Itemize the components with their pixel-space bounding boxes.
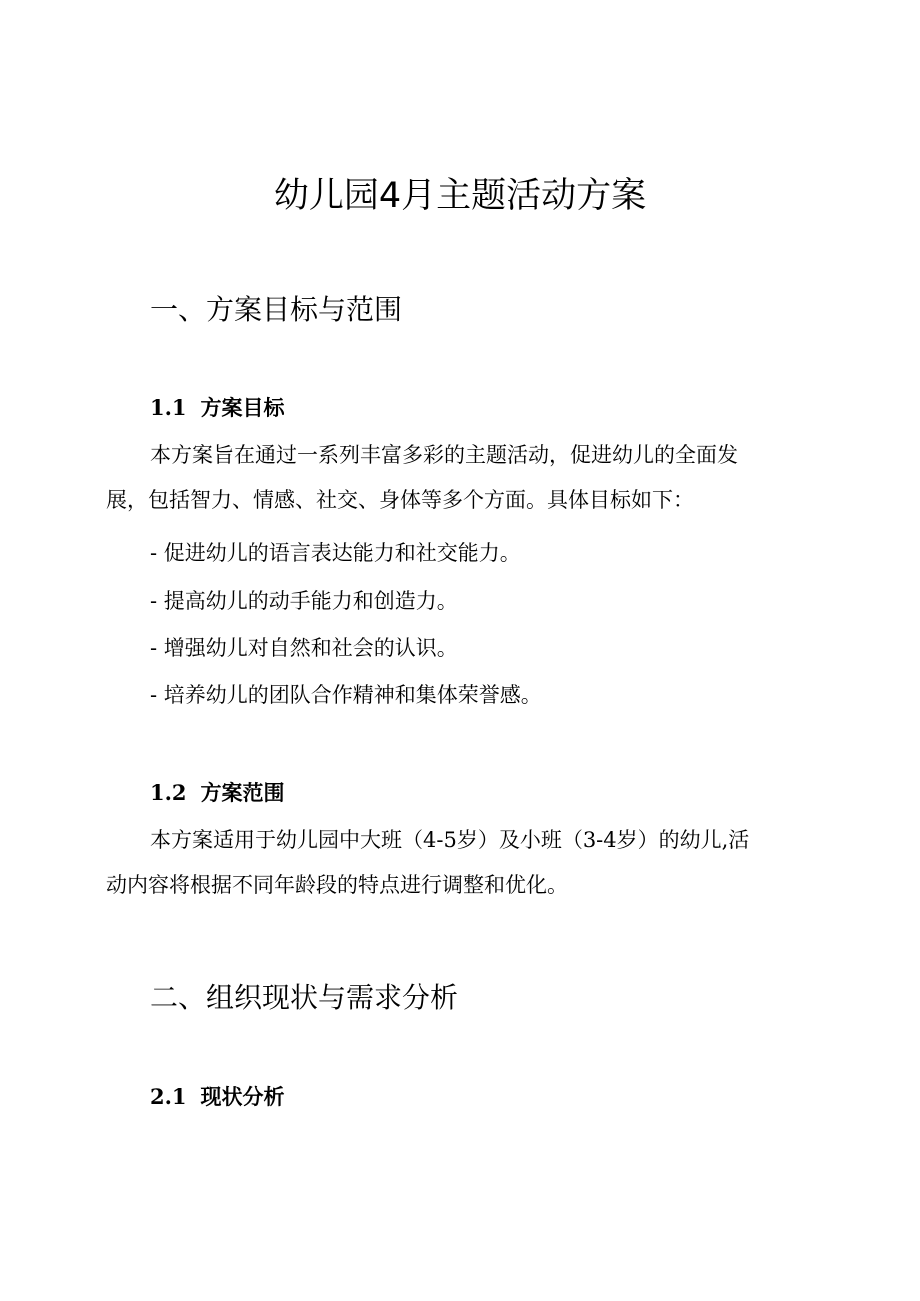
section-heading-1: 一、方案目标与范围 xyxy=(150,293,403,326)
sub-heading-label: 现状分析 xyxy=(200,1084,285,1109)
list-item: - 提高幼儿的动手能力和创造力。 xyxy=(150,589,458,613)
section-heading-2: 二、组织现状与需求分析 xyxy=(150,981,459,1014)
paragraph-line: 展，包括智力、情感、社交、身体等多个方面。具体目标如下： xyxy=(106,488,694,512)
paragraph-goal xyxy=(106,433,810,523)
paragraph-line: 本方案旨在通过一系列丰富多彩的主题活动，促进幼儿的全面发 xyxy=(150,443,738,467)
sub-heading-number: 2.1 xyxy=(150,1084,187,1109)
list-item: - 培养幼儿的团队合作精神和集体荣誉感。 xyxy=(150,683,542,707)
paragraph-scope xyxy=(106,818,810,908)
sub-heading-2-1 xyxy=(150,1082,285,1112)
sub-heading-number: 1.2 xyxy=(150,780,187,805)
paragraph-line: 本方案适用于幼儿园中大班（4-5岁）及小班（3-4岁）的幼儿,活 xyxy=(150,828,750,852)
list-item: - 增强幼儿对自然和社会的认识。 xyxy=(150,636,458,660)
paragraph-line: 动内容将根据不同年龄段的特点进行调整和优化。 xyxy=(106,873,568,897)
sub-heading-1-2 xyxy=(150,778,285,808)
sub-heading-label: 方案目标 xyxy=(200,395,285,420)
sub-heading-label: 方案范围 xyxy=(200,780,285,805)
sub-heading-1-1 xyxy=(150,393,285,423)
document-title: 幼儿园4月主题活动方案 xyxy=(273,176,647,216)
list-item: - 促进幼儿的语言表达能力和社交能力。 xyxy=(150,541,521,565)
sub-heading-number: 1.1 xyxy=(150,395,187,420)
